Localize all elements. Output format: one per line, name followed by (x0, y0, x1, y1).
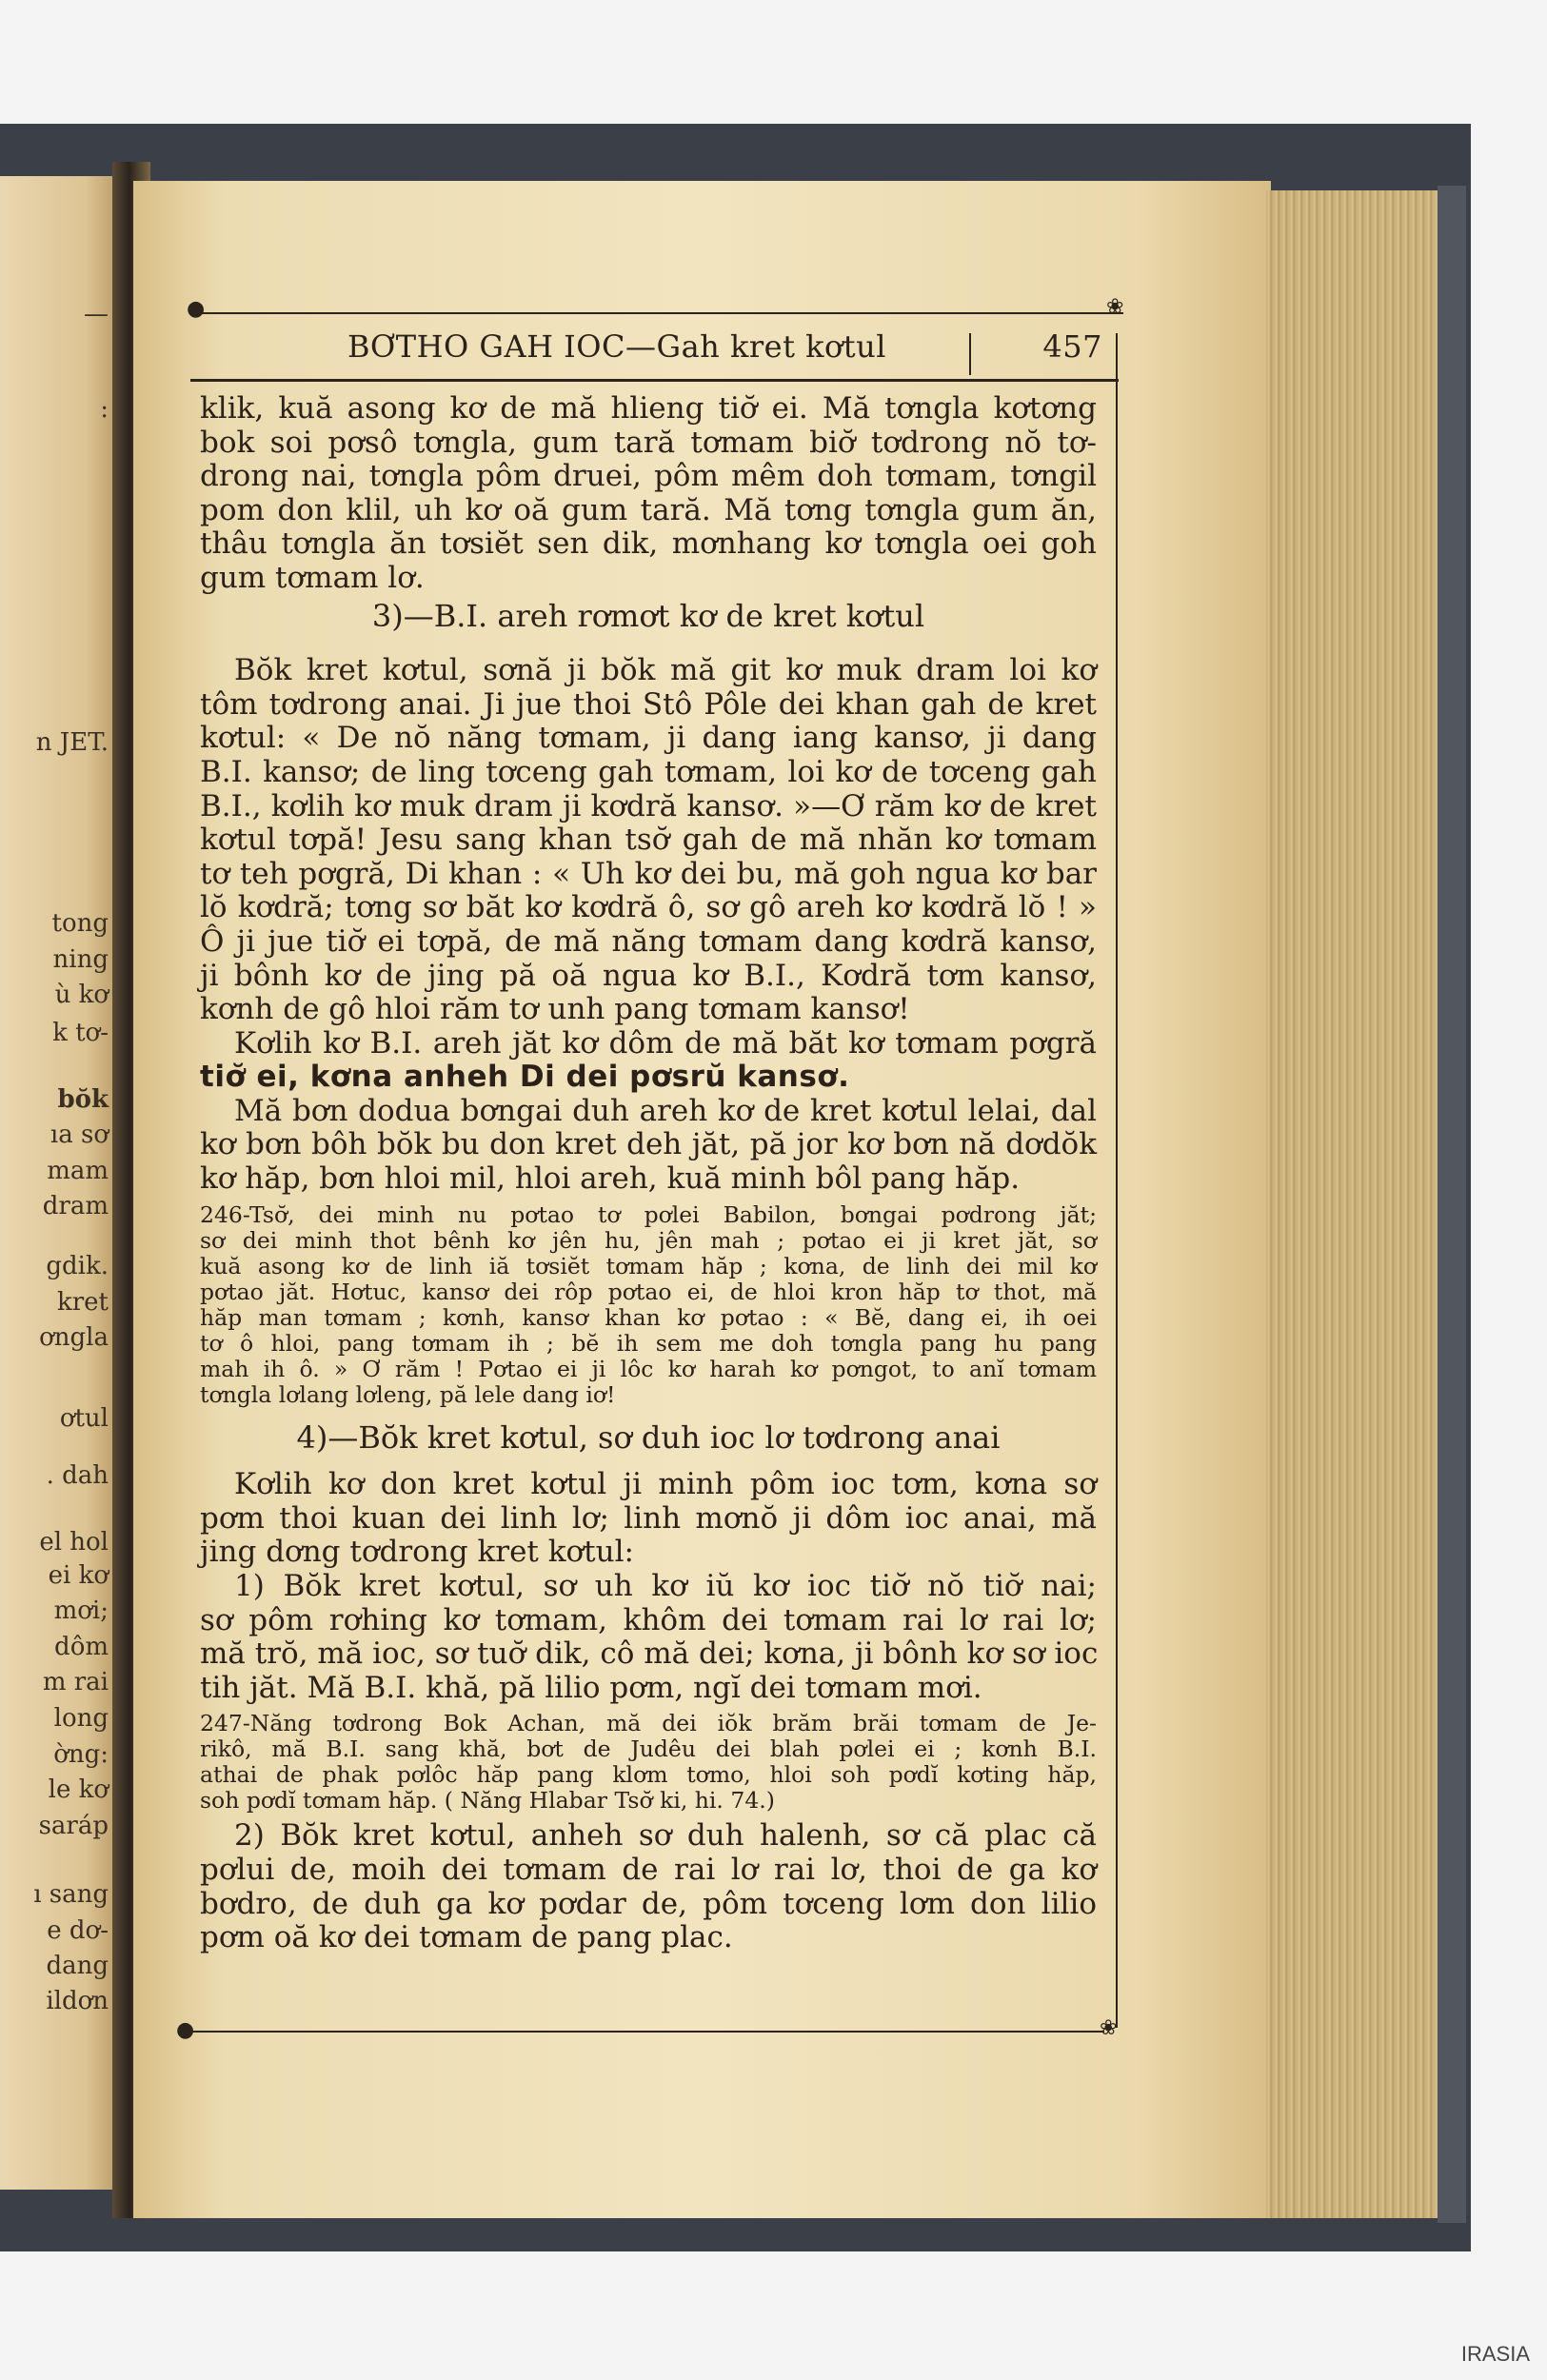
text-line: Kơlih kơ B.I. areh jăt kơ dôm de mă băt kơ tơmam pơgră (234, 1025, 1097, 1061)
left-page-word: mơi; (53, 1597, 109, 1625)
ornament-left-bottom: ● (176, 2018, 195, 2042)
left-page-word: n JET. (35, 728, 109, 757)
watermark: IRASIA (1460, 2342, 1530, 2366)
left-page-word: k tơ- (52, 1019, 109, 1047)
note-line: sơ dei minh thot bênh kơ jên hu, jên mah ; pơtao ei ji kret jăt, sơ (200, 1226, 1097, 1254)
text-line: kơtul tơpă! Jesu sang khan tsơ̆ gah de mă nhăn kơ tơmam (200, 823, 1097, 858)
book-cover-edge (1438, 186, 1466, 2223)
text-line: Bŏk kret kơtul, sơnă ji bŏk mă git kơ muk dram loi kơ (234, 653, 1097, 688)
ornament-left-top: ● (187, 297, 206, 321)
left-page-word: gdik. (46, 1252, 109, 1280)
left-page-word: bŏk (57, 1085, 109, 1114)
text-line: tơ teh pơgră, Di khan : « Uh kơ dei bu, mă goh ngua kơ bar (200, 856, 1097, 891)
left-page-word: kret (56, 1288, 109, 1317)
text-line: tôm tơdrong anai. Ji jue thoi Stô Pôle dei khan gah de kret (200, 686, 1097, 722)
text-line: klik, kuă asong kơ de mă hlieng tiơ̆ ei. Mă tơngla kơtơng (200, 391, 1097, 426)
note-line: kuă asong kơ de linh iă tơsiĕt tơmam hăp ; kơna, de linh dei mil kơ (200, 1252, 1097, 1279)
note-line: 247-Năng tơdrong Bok Achan, mă dei iŏk brăm brăi tơmam de Je- (200, 1710, 1097, 1737)
text-line: drong nai, tơngla pôm druei, pôm mêm doh tơmam, tơngil (200, 459, 1097, 494)
left-page-word: m rai (42, 1668, 109, 1696)
running-header (190, 328, 1114, 378)
left-page-word: e dơ- (47, 1916, 109, 1945)
note-line: soh pơdĭ tơmam hăp. ( Năng Hlabar Tsơ̆ ki, hi. 74.) (200, 1787, 775, 1815)
left-page-word: ơtul (59, 1404, 109, 1433)
text-line: lŏ kơdră; tơng sơ băt kơ kơdră ô, sơ gô areh kơ kơdră lŏ ! » (200, 890, 1097, 925)
text-line: kơtul: « De nŏ năng tơmam, ji dang iang kansơ, ji dang (200, 721, 1097, 756)
text-line: B.I. kansơ; de ling tơceng gah tơmam, loi kơ de tơceng gah (200, 754, 1097, 789)
left-page (0, 176, 122, 2190)
left-page-word: dôm (54, 1633, 109, 1661)
note-line: rikô, mă B.I. sang khă, bơt de Judêu dei blah pơlei ei ; kơnh B.I. (200, 1735, 1097, 1763)
text-line: mă trŏ, mă ioc, sơ tuơ̆ dik, cô mă dei; kơna, ji bônh kơ sơ ioc (200, 1636, 1099, 1672)
text-line: kơ hăp, bơn hloi mil, hloi areh, kuă minh bôl pang hăp. (200, 1161, 1021, 1197)
left-page-word: el hol (39, 1528, 109, 1557)
ornament-right-bottom: ❀ (1100, 2016, 1118, 2040)
left-page-word: ei kơ (48, 1561, 109, 1590)
running-title: BƠTHO GAH IOC—Gah kret kơtul (347, 328, 886, 365)
left-page-word: ờng: (53, 1740, 109, 1769)
text-line: B.I., kơlih kơ muk dram ji kơdră kansơ. »—Ơ răm kơ de kret (200, 788, 1097, 823)
left-page-word: ơngla (39, 1323, 109, 1352)
left-page-word: saráp (38, 1812, 109, 1840)
text-line: jing dơng tơdrong kret kơtul: (200, 1535, 634, 1570)
text-line: ji bônh kơ de jing pă oă ngua kơ B.I., Kơdră tơm kansơ, (200, 958, 1097, 993)
note-line: mah ih ô. » Ơ răm ! Pơtao ei ji lôc kơ harah kơ pơngot, to anĭ tơmam (200, 1355, 1097, 1382)
left-page-word: mam (47, 1157, 109, 1185)
note-line: tơngla lơlang lơleng, pă lele dang iơ! (200, 1380, 616, 1408)
note-line: hăp man tơmam ; kơnh, kansơ khan kơ pơtao : « Bĕ, dang ei, ih oei (200, 1303, 1097, 1331)
footnote-246 (200, 1202, 1097, 1408)
note-line: pơtao jăt. Hơtuc, kansơ dei rôp pơtao ei, de hloi kron hăp tơ thot, mă (200, 1278, 1097, 1305)
text-line: bok soi pơsô tơngla, gum tară tơmam biơ̆ tơdrong nŏ tơ- (200, 425, 1097, 460)
left-page-word: long (53, 1704, 109, 1733)
text-line: gum tơmam lơ. (200, 560, 425, 595)
left-page-word: ning (52, 945, 109, 974)
left-page-word: . dah (46, 1461, 109, 1490)
footnote-247 (200, 1711, 1097, 1814)
left-page-word: ù kơ (54, 981, 109, 1009)
left-page-word: dang (46, 1952, 109, 1980)
text-line: Kơlih kơ don kret kơtul ji minh pôm ioc tơm, kơna sơ (234, 1467, 1097, 1502)
text-line: pơlui de, moih dei tơmam de rai lơ rai lơ, thoi de ga kơ (200, 1853, 1097, 1887)
page-number: 457 (1042, 328, 1102, 365)
text-line: bơdro, de duh ga kơ pơdar de, pôm tơceng lơm don lilio (200, 1886, 1097, 1921)
section-heading-4: 4)—Bŏk kret kơtul, sơ duh ioc lơ tơdrong anai (296, 1418, 1001, 1456)
note-line: athai de phak pơlôc hăp pang klơm tơmo, hloi soh pơdĭ kơting hăp, (200, 1761, 1097, 1789)
text-line: thâu tơngla ăn tơsiĕt sen dik, mơnhang kơ tơngla oei goh (200, 526, 1097, 562)
top-rule (190, 312, 1123, 314)
text-line: pom don klil, uh kơ oă gum tară. Mă tơng tơngla gum ăn, (200, 492, 1097, 527)
text-line: 1) Bŏk kret kơtul, sơ uh kơ iŭ kơ ioc tiơ̆ nŏ tiơ̆ nai; (234, 1569, 1097, 1604)
left-page-word: dram (42, 1192, 109, 1220)
text-line: kơ bơn bôh bŏk bu don kret deh jăt, pă jor kơ bơn nă dơdŏk (200, 1127, 1097, 1162)
ornament-right-top: ❀ (1106, 295, 1124, 319)
text-line: sơ pôm rơhing kơ tơmam, khôm dei tơmam rai lơ rai lơ; (200, 1602, 1097, 1637)
page-edges (1266, 190, 1442, 2218)
text-line: Mă bơn dodua bơngai duh areh kơ de kret kơtul lelai, dal (234, 1093, 1097, 1128)
text-line: tih jăt. Mă B.I. khă, pă lilio pơm, ngĭ dei tơmam mơi. (200, 1670, 982, 1705)
body-text (200, 392, 1097, 1955)
note-line: 246-Tsơ̆, dei minh nu pơtao tơ pơlei Babilon, bơngai pơdrong jăt; (200, 1200, 1097, 1228)
left-page-word: — (84, 300, 109, 328)
left-page-word: ildơn (46, 1987, 109, 2015)
header-rule (190, 379, 1119, 382)
note-line: tơ ô hloi, pang tơmam ih ; bĕ ih sem me doh tơngla pang hu pang (200, 1329, 1097, 1357)
text-line: Ô ji jue tiơ̆ ei tơpă, de mă năng tơmam dang kơdră kansơ, (200, 923, 1097, 959)
bottom-rule (190, 2031, 1104, 2033)
left-page-word: tong (51, 909, 109, 938)
text-line-emphasis: tiơ̆ ei, kơna anheh Di dei pơsrŭ kansơ. (200, 1060, 850, 1095)
text-line: 2) Bŏk kret kơtul, anheh sơ duh halenh, sơ că plac că (234, 1818, 1097, 1854)
section-heading-3: 3)—B.I. areh rơmơt kơ de kret kơtul (371, 597, 925, 634)
left-page-word: ı sang (33, 1880, 109, 1909)
right-margin-rule (1116, 333, 1118, 2028)
left-page-word: le kơ (48, 1775, 109, 1804)
left-page-word: : (100, 395, 109, 424)
left-page-word: ıa sơ (50, 1121, 109, 1149)
text-line: kơnh de gô hloi răm tơ unh pang tơmam kansơ! (200, 992, 910, 1027)
text-line: pơm thoi kuan dei linh lơ; linh mơnŏ ji dôm ioc anai, mă (200, 1500, 1097, 1536)
text-line: pơm oă kơ dei tơmam de pang plac. (200, 1920, 733, 1955)
